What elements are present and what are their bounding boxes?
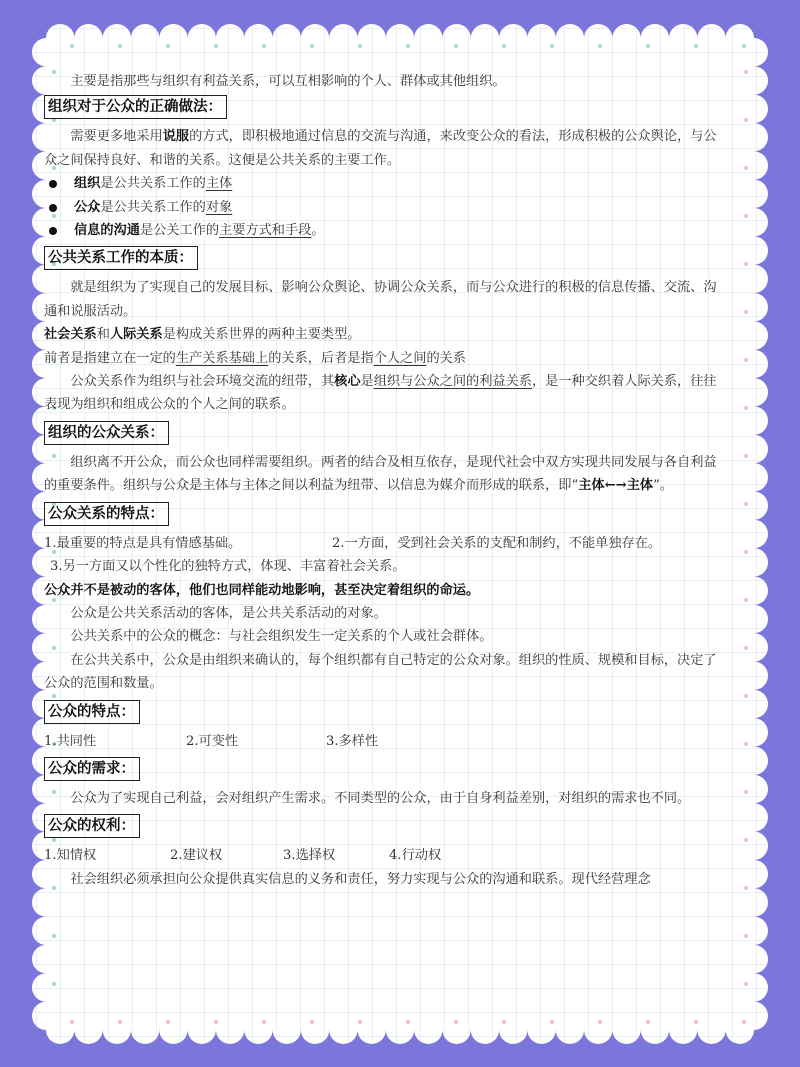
features-row [44,532,724,555]
decorative-dot [70,44,74,48]
decorative-dot [310,1020,314,1024]
decorative-dot [166,44,170,48]
decorative-dot [502,1020,506,1024]
decorative-dot [744,982,748,986]
decorative-dot [118,1020,122,1024]
right-item-4: 4.行动权 [389,848,442,864]
decorative-dot [744,166,748,170]
decorative-dot [118,44,122,48]
decorative-dot [598,1020,602,1024]
heading-correct-approach: 组织对于公众的正确做法： [44,95,227,119]
public-feature-1: 1.共同性 [44,733,97,749]
decorative-dot [358,44,362,48]
decorative-dot [214,1020,218,1024]
decorative-dot [744,358,748,362]
heading-pr-essence: 公共关系工作的本质： [44,246,198,270]
public-feature-3: 3.多样性 [326,733,379,749]
bullet-item-communication: 信息的沟通是公关工作的主要方式和手段。 [44,219,724,242]
decorative-dot [454,1020,458,1024]
decorative-dot [744,310,748,314]
essence-paragraph: 就是组织为了实现自己的发展目标、影响公众舆论、协调公众关系，而与公众进行的积极的信息传播、交流、沟通和说服活动。 [44,280,717,319]
decorative-dot [52,982,56,986]
decorative-dot [744,70,748,74]
core-paragraph: 公众关系作为组织与社会环境交流的纽带，其核心是组织与公众之间的利益关系，是一种交织着人际关系，往往表现为组织和组成公众的个人之间的联系。 [44,374,717,413]
decorative-dot [744,790,748,794]
rights-paragraph: 社会组织必须承担向公众提供真实信息的义务和责任，努力实现与公众的沟通和联系。现代经营理念 [70,871,651,887]
heading-public-needs: 公众的需求： [44,757,140,781]
decorative-dot [744,838,748,842]
right-item-1: 1.知情权 [44,848,97,864]
feature-item-1: 1.最重要的特点是具有情感基础。 [44,535,242,551]
feature-item-2: 2.一方面，受到社会关系的支配和制约，不能单独存在。 [332,535,662,551]
heading-public-features: 公众的特点： [44,700,140,724]
decorative-dot [744,118,748,122]
org-public-paragraph: 组织离不开公众，而公众也同样需要组织。两者的结合及相互依存，是现代社会中双方实现共同发展与各自利益的重要条件。组织与公众是主体与主体之间以利益为纽带、以信息为媒介而形成的联系，即“主体←→主体”。 [44,454,717,494]
decorative-dot [744,742,748,746]
decorative-dot [744,550,748,554]
relation-types-line: 社会关系和人际关系是构成关系世界的两种主要类型。 [44,327,361,343]
decorative-dot [406,1020,410,1024]
right-item-3: 3.选择权 [283,848,336,864]
relation-definition-line: 前者是指建立在一定的生产关系基础上的关系，后者是指个人之间的关系 [44,350,466,366]
decorative-dot [744,886,748,890]
rights-row [44,844,724,867]
decorative-dot [358,1020,362,1024]
decorative-dot [744,598,748,602]
heading-public-rights: 公众的权利： [44,814,140,838]
public-concept-line: 公共关系中的公众的概念：与社会组织发生一定关系的个人或社会群体。 [70,629,493,645]
decorative-dot [744,694,748,698]
decorative-dot [454,44,458,48]
decorative-dot [744,454,748,458]
decorative-dot [742,1020,746,1024]
document-content [44,70,724,891]
decorative-dot [694,1020,698,1024]
decorative-dot [744,262,748,266]
intro-paragraph: 主要是指那些与组织有利益关系，可以互相影响的个人、群体或其他组织。 [70,74,506,89]
public-feature-2: 2.可变性 [186,733,239,749]
decorative-dot [262,1020,266,1024]
decorative-dot [598,44,602,48]
decorative-dot [646,44,650,48]
decorative-dot [744,502,748,506]
decorative-dot [694,44,698,48]
decorative-dot [550,1020,554,1024]
public-determined-paragraph: 在公共关系中，公众是由组织来确认的，每个组织都有自己特定的公众对象。组织的性质、规模和目标，决定了公众的范围和数量。 [44,652,717,692]
decorative-dot [550,44,554,48]
decorative-dot [262,44,266,48]
decorative-dot [214,44,218,48]
public-features-row [44,730,724,753]
decorative-dot [166,1020,170,1024]
decorative-dot [744,406,748,410]
public-needs-paragraph: 公众为了实现自己利益，会对组织产生需求。不同类型的公众，由于自身利益差别，对组织的需求也不同。 [70,790,691,806]
decorative-dot [744,934,748,938]
bullet-item-subject: 组织是公共关系工作的主体 [44,172,724,195]
decorative-dot [646,1020,650,1024]
decorative-dot [310,44,314,48]
public-object-line: 公众是公共关系活动的客体，是公共关系活动的对象。 [70,605,387,621]
decorative-dot [744,646,748,650]
heading-org-public-relations: 组织的公众关系： [44,421,169,445]
feature-item-3: 3.另一方面又以个性化的独特方式，体现、丰富着社会关系。 [50,559,406,575]
decorative-dot [406,44,410,48]
approach-paragraph: 需要更多地采用说服的方式，即积极地通过信息的交流与沟通，来改变公众的看法，形成积极的公众舆论，与公众之间保持良好、和谐的关系。这便是公共关系的主要工作。 [44,129,717,168]
heading-public-relations-features: 公众关系的特点： [44,502,169,526]
decorative-dot [70,1020,74,1024]
decorative-dot [52,934,56,938]
bold-statement: 公众并不是被动的客体，他们也同样能动地影响，甚至决定着组织的命运。 [44,582,480,598]
decorative-dot [742,44,746,48]
right-item-2: 2.建议权 [170,848,223,864]
decorative-dot [502,44,506,48]
bullet-item-object: 公众是公共关系工作的对象 [44,196,724,219]
decorative-dot [744,214,748,218]
